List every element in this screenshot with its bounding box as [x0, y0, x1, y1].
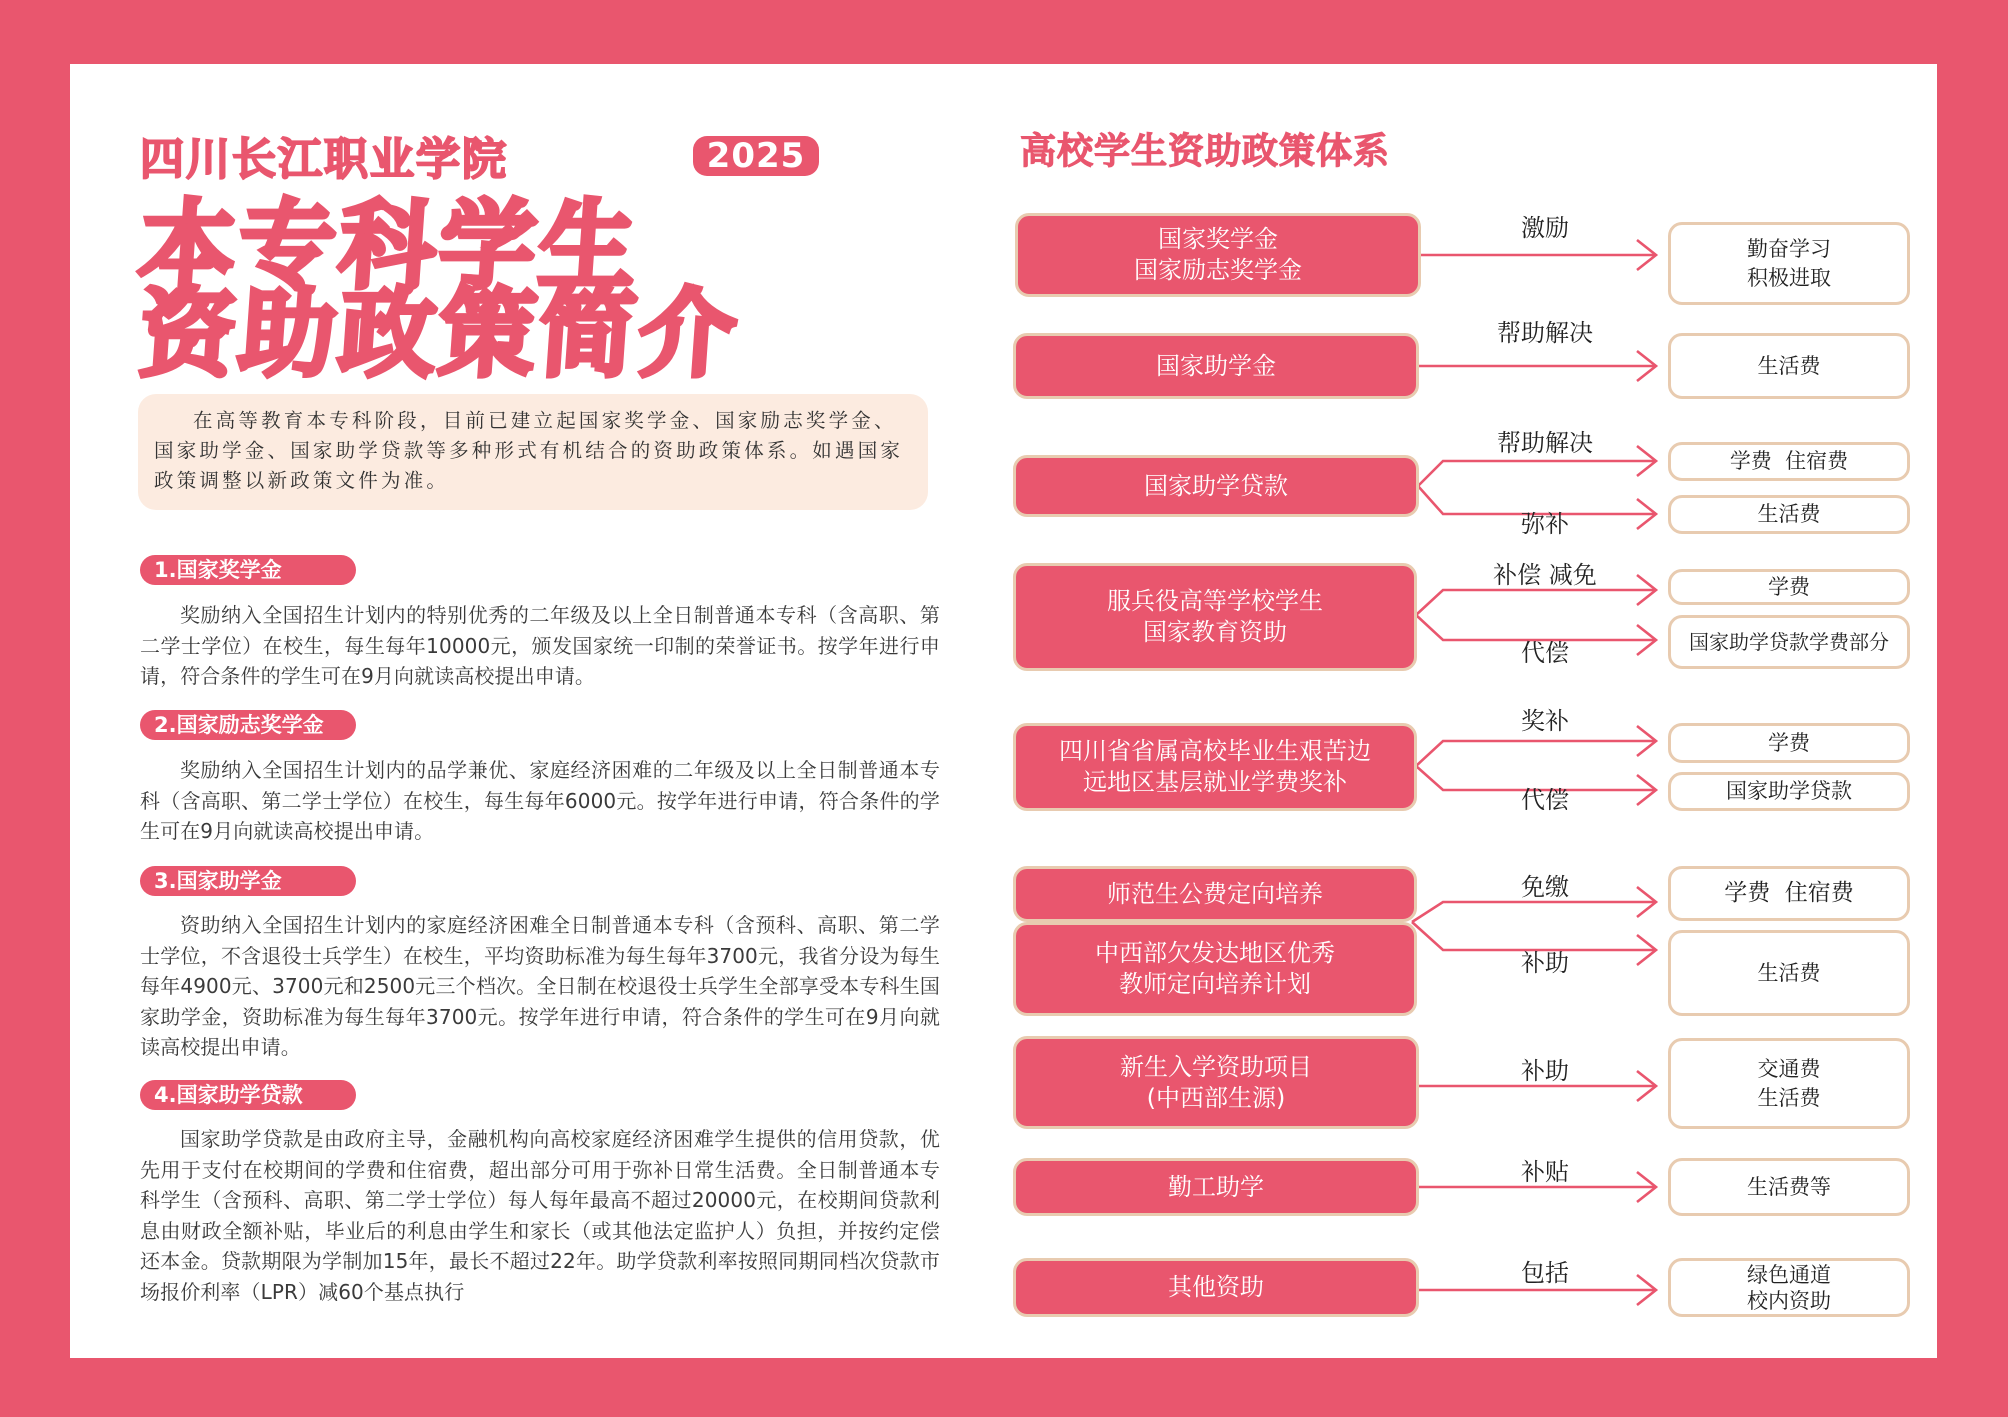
- policy-box-text: 勤工助学: [1168, 1172, 1264, 1201]
- policy-box-normal-student: [1013, 866, 1417, 922]
- outcome-box: [1668, 866, 1910, 921]
- diagram-title: 高校学生资助政策体系: [1020, 131, 1391, 172]
- outcome-box: [1668, 333, 1910, 399]
- policy-box-freshman-aid: [1013, 1036, 1419, 1129]
- outcome-text: 生活费: [1757, 1085, 1821, 1110]
- policy-box-military-service: [1013, 563, 1417, 671]
- outcome-box: [1668, 222, 1910, 305]
- outcome-text: 学费: [1768, 574, 1810, 599]
- section-title-encouragement-scholarship: 2.国家励志奖学金: [140, 710, 356, 740]
- policy-box-text: (中西部生源): [1146, 1083, 1286, 1112]
- year-badge: 2025: [693, 136, 819, 176]
- outcome-text: 勤奋学习: [1747, 236, 1831, 261]
- outcome-box: [1668, 442, 1910, 481]
- headline-line-1: 本专科学生: [135, 190, 644, 302]
- edge-label: 补助: [1521, 949, 1569, 977]
- outcome-text: 生活费: [1757, 502, 1821, 526]
- edge-label: 代偿: [1521, 639, 1569, 667]
- edge-label: 代偿: [1521, 786, 1569, 814]
- outcome-text: 生活费: [1757, 960, 1821, 985]
- outcome-text: 积极进取: [1747, 265, 1831, 290]
- outcome-text: 生活费等: [1747, 1174, 1831, 1199]
- edge-label: 补偿 减免: [1493, 561, 1597, 589]
- policy-box-teacher-program: [1013, 922, 1417, 1016]
- policy-box-text: 国家奖学金: [1158, 225, 1278, 253]
- section-body-national-scholarship: 奖励纳入全国招生计划内的特别优秀的二年级及以上全日制普通本专科（含高职、第二学士学位）在校生，每生每年10000元，颁发国家统一印制的荣誉证书。按学年进行申请，符合条件的学生可在9月向就读高校提出申请。: [140, 603, 940, 688]
- outcome-text: 绿色通道: [1747, 1262, 1831, 1287]
- policy-box-text: 其他资助: [1168, 1273, 1264, 1301]
- outcome-text: 学费: [1768, 730, 1810, 755]
- school-name: 四川长江职业学院: [140, 134, 508, 185]
- section-title-national-scholarship: 1.国家奖学金: [140, 555, 356, 585]
- edge-label: 弥补: [1521, 510, 1569, 538]
- policy-box-text: 师范生公费定向培养: [1107, 879, 1323, 908]
- outcome-text: 生活费: [1757, 353, 1821, 378]
- outcome-box: [1668, 495, 1910, 534]
- policy-box-text: 国家助学金: [1156, 351, 1276, 380]
- section-body-national-grant: 资助纳入全国招生计划内的家庭经济困难全日制普通本专科（含预科、高职、第二学士学位，不含退役士兵学生）在校生，平均资助标准为每生每年3700元，我省分设为每生每年4900元、3700元和2500元三个档次。全日制在校退役士兵学生全部享受本专科生国家助学金，资助标准为每生每年3700元。按学年进行申请，符合条件的学生可在9月向就读高校提出申请。: [140, 913, 940, 1059]
- policy-box-text: 教师定向培养计划: [1119, 970, 1311, 998]
- edge-label: 奖补: [1521, 707, 1569, 735]
- edge-label: 帮助解决: [1497, 319, 1593, 347]
- outcome-box: [1668, 569, 1910, 605]
- edge-label: 补贴: [1521, 1158, 1569, 1186]
- policy-box-text: 四川省省属高校毕业生艰苦边: [1059, 737, 1371, 765]
- section-title-student-loan: 4.国家助学贷款: [140, 1080, 356, 1110]
- section-body-encouragement-scholarship: 奖励纳入全国招生计划内的品学兼优、家庭经济困难的二年级及以上全日制普通本专科（含高职、第二学士学位）在校生，每生每年6000元。按学年进行申请，符合条件的学生可在9月向就读高校提出申请。: [140, 758, 940, 843]
- policy-box-student-loan: [1013, 455, 1419, 517]
- policy-box-text: 远地区基层就业学费奖补: [1083, 768, 1347, 796]
- edge-label: 包括: [1521, 1259, 1569, 1287]
- policy-box-text: 国家助学贷款: [1144, 471, 1288, 500]
- outcome-box: [1668, 723, 1910, 763]
- outcome-box: [1668, 1038, 1910, 1129]
- section-body-student-loan: 国家助学贷款是由政府主导，金融机构向高校家庭经济困难学生提供的信用贷款，优先用于支付在校期间的学费和住宿费，超出部分可用于弥补日常生活费。全日制普通本专科学生（含预科、高职、第二学士学位）每人每年最高不超过20000元，在校期间贷款利息由财政全额补贴，毕业后的利息由学生和家长（或其他法定监护人）负担，并按约定偿还本金。贷款期限为学制加15年，最长不超过22年。助学贷款利率按照同期同档次贷款市场报价利率（LPR）减60个基点执行: [140, 1127, 940, 1304]
- section-title-national-grant: 3.国家助学金: [140, 866, 356, 896]
- intro-box: 在高等教育本专科阶段，目前已建立起国家奖学金、国家励志奖学金、国家助学金、国家助学贷款等多种形式有机结合的资助政策体系。如遇国家政策调整以新政策文件为准。: [138, 394, 928, 510]
- outcome-box: [1668, 615, 1910, 669]
- outcome-text: 学费 住宿费: [1724, 880, 1854, 906]
- policy-box-national-grant: [1013, 333, 1419, 399]
- outcome-text: 国家助学贷款: [1726, 779, 1852, 803]
- policy-box-grassroots-employment: [1013, 723, 1417, 811]
- policy-box-other-aid: [1013, 1258, 1419, 1317]
- outcome-text: 校内资助: [1747, 1288, 1831, 1313]
- policy-box-scholarships: [1015, 213, 1421, 297]
- headline-line-2: 资助政策简介: [135, 278, 744, 390]
- outcome-box: [1668, 1158, 1910, 1216]
- edge-label: 补助: [1521, 1057, 1569, 1085]
- outcome-text: 学费 住宿费: [1729, 449, 1849, 473]
- policy-box-text: 国家励志奖学金: [1134, 256, 1302, 284]
- policy-box-text: 服兵役高等学校学生: [1107, 587, 1323, 615]
- policy-box-work-study: [1013, 1158, 1419, 1216]
- policy-box-text: 国家教育资助: [1143, 618, 1287, 646]
- edge-label: 激励: [1521, 214, 1569, 242]
- policy-box-text: 新生入学资助项目: [1120, 1052, 1312, 1081]
- outcome-box: [1668, 772, 1910, 811]
- edge-label: 免缴: [1521, 873, 1569, 901]
- edge-label: 帮助解决: [1497, 429, 1593, 457]
- outcome-box: [1668, 930, 1910, 1016]
- outcome-box: [1668, 1258, 1910, 1317]
- outcome-text: 交通费: [1757, 1056, 1821, 1081]
- policy-box-text: 中西部欠发达地区优秀: [1095, 939, 1335, 967]
- outcome-text: 国家助学贷款学费部分: [1689, 629, 1889, 654]
